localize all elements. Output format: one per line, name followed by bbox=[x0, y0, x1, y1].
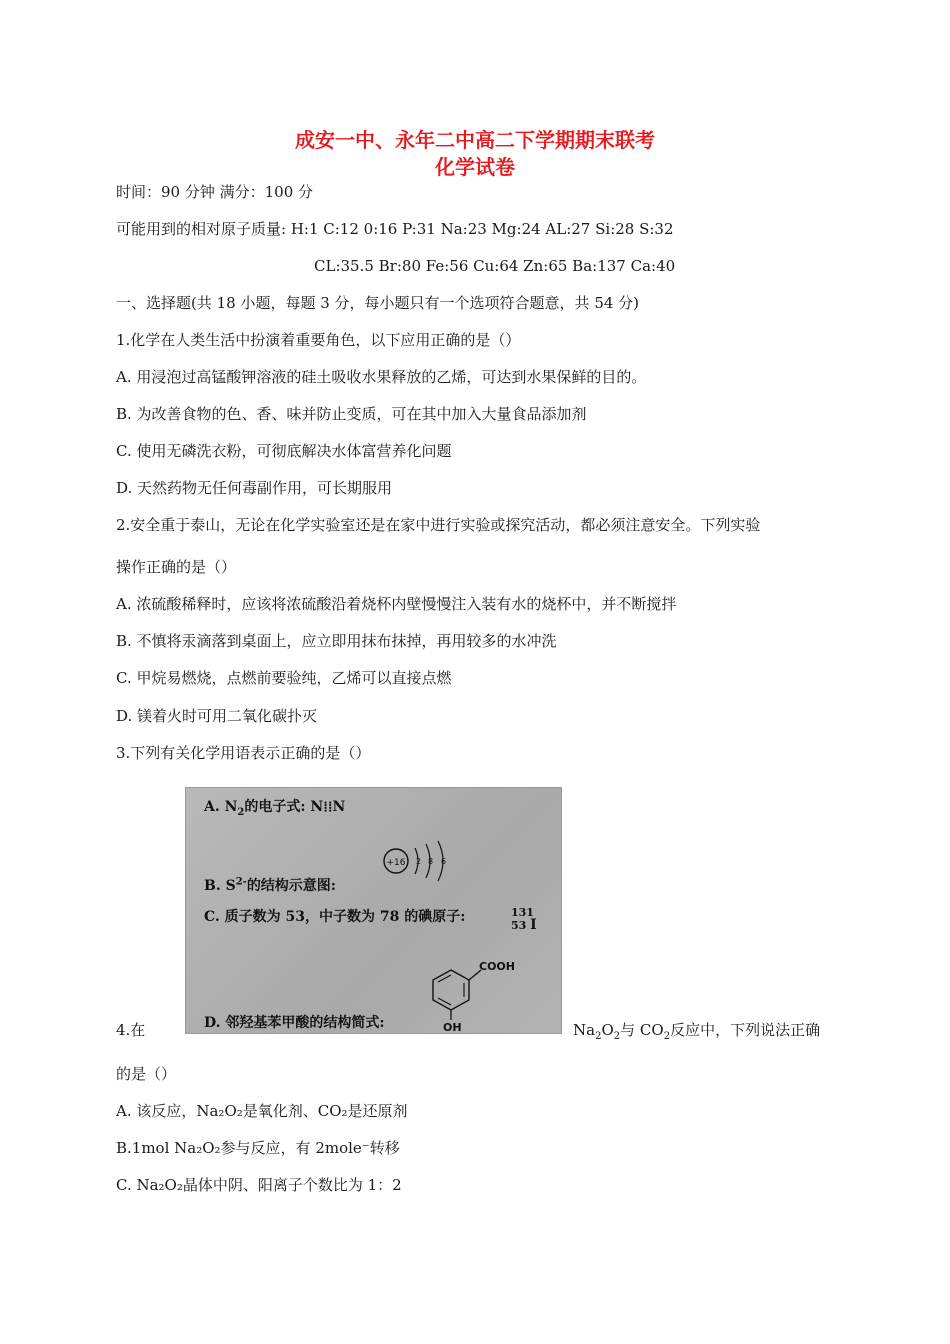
exam-meta: 时间：90 分钟 满分：100 分 bbox=[116, 183, 314, 201]
q3-figure-option-a: A. $N_2$的电子式: N⁞⁞N bbox=[204, 799, 346, 818]
q4-option-c: C. Na₂O₂晶体中阴、阳离子个数比为 1：2 bbox=[116, 1176, 402, 1194]
q4-prefix: 4.在 bbox=[116, 1021, 146, 1039]
exam-title: 成安一中、永年二中高二下学期期末联考 bbox=[295, 128, 655, 152]
q2-option-a: A. 浓硫酸稀释时，应该将浓硫酸沿着烧杯内壁慢慢注入装有水的烧杯中，并不断搅拌 bbox=[116, 595, 677, 613]
q3-stem: 3.下列有关化学用语表示正确的是（） bbox=[116, 744, 371, 762]
q4-option-a: A. 该反应，Na₂O₂是氧化剂、CO₂是还原剂 bbox=[116, 1102, 408, 1120]
salicylic-structure-diagram bbox=[421, 956, 541, 1032]
atomic-mass-line-1: 可能用到的相对原子质量: H:1 C:12 0:16 P:31 Na:23 Mg:24 AL:27 Si:28 S:32 bbox=[116, 220, 674, 238]
shell-1-electrons: 2 bbox=[416, 857, 422, 866]
q1-option-c: C. 使用无磷洗衣粉，可彻底解决水体富营养化问题 bbox=[116, 442, 452, 460]
q4-stem-continuation: $Na_2O_2$与 $CO_2$反应中，下列说法正确 bbox=[573, 1021, 821, 1042]
q2-stem-line-2: 操作正确的是（） bbox=[116, 558, 237, 576]
exam-subtitle: 化学试卷 bbox=[435, 155, 515, 179]
q4-stem-line-2: 的是（） bbox=[116, 1065, 177, 1083]
q3-figure-option-d: D. 邻羟基苯甲酸的结构简式: bbox=[204, 1015, 385, 1031]
oh-label: OH bbox=[443, 1021, 462, 1032]
q1-option-b: B. 为改善食物的色、香、味并防止变质，可在其中加入大量食品添加剂 bbox=[116, 405, 587, 423]
q2-option-d: D. 镁着火时可用二氧化碳扑灭 bbox=[116, 707, 318, 725]
nucleus-label: +16 bbox=[386, 858, 406, 868]
shell-3-electrons: 6 bbox=[441, 857, 447, 866]
section-heading: 一、选择题(共 18 小题，每题 3 分，每小题只有一个选项符合题意，共 54 分) bbox=[116, 294, 640, 312]
q2-option-b: B. 不慎将汞滴落到桌面上，应立即用抹布抹掉，再用较多的水冲洗 bbox=[116, 632, 557, 650]
q3-figure-option-b: B. $S^{2-}$的结构示意图: bbox=[204, 876, 336, 894]
iodine-isotope-symbol: 131 53 I bbox=[511, 906, 537, 933]
q3-figure-option-c: C. 质子数为 53，中子数为 78 的碘原子: bbox=[204, 909, 466, 925]
q1-option-d: D. 天然药物无任何毒副作用，可长期服用 bbox=[116, 479, 393, 497]
q2-stem-line-1: 2.安全重于泰山，无论在化学实验室还是在家中进行实验或探究活动，都必须注意安全。下列实验 bbox=[116, 516, 761, 534]
q1-stem: 1.化学在人类生活中扮演着重要角色，以下应用正确的是（） bbox=[116, 331, 521, 349]
q1-option-a: A. 用浸泡过高锰酸钾溶液的硅土吸收水果释放的乙烯，可达到水果保鲜的目的。 bbox=[116, 368, 647, 386]
atomic-mass-line-2: CL:35.5 Br:80 Fe:56 Cu:64 Zn:65 Ba:137 Ca:40 bbox=[314, 257, 676, 275]
shell-2-electrons: 8 bbox=[428, 857, 434, 866]
q4-option-b: B.1mol Na₂O₂参与反应，有 2mole⁻转移 bbox=[116, 1139, 400, 1157]
q3-options-figure bbox=[185, 787, 562, 1034]
q2-option-c: C. 甲烷易燃烧，点燃前要验纯，乙烯可以直接点燃 bbox=[116, 669, 452, 687]
sulfur-ion-structure-diagram bbox=[381, 838, 461, 884]
cooh-label: COOH bbox=[479, 960, 515, 973]
